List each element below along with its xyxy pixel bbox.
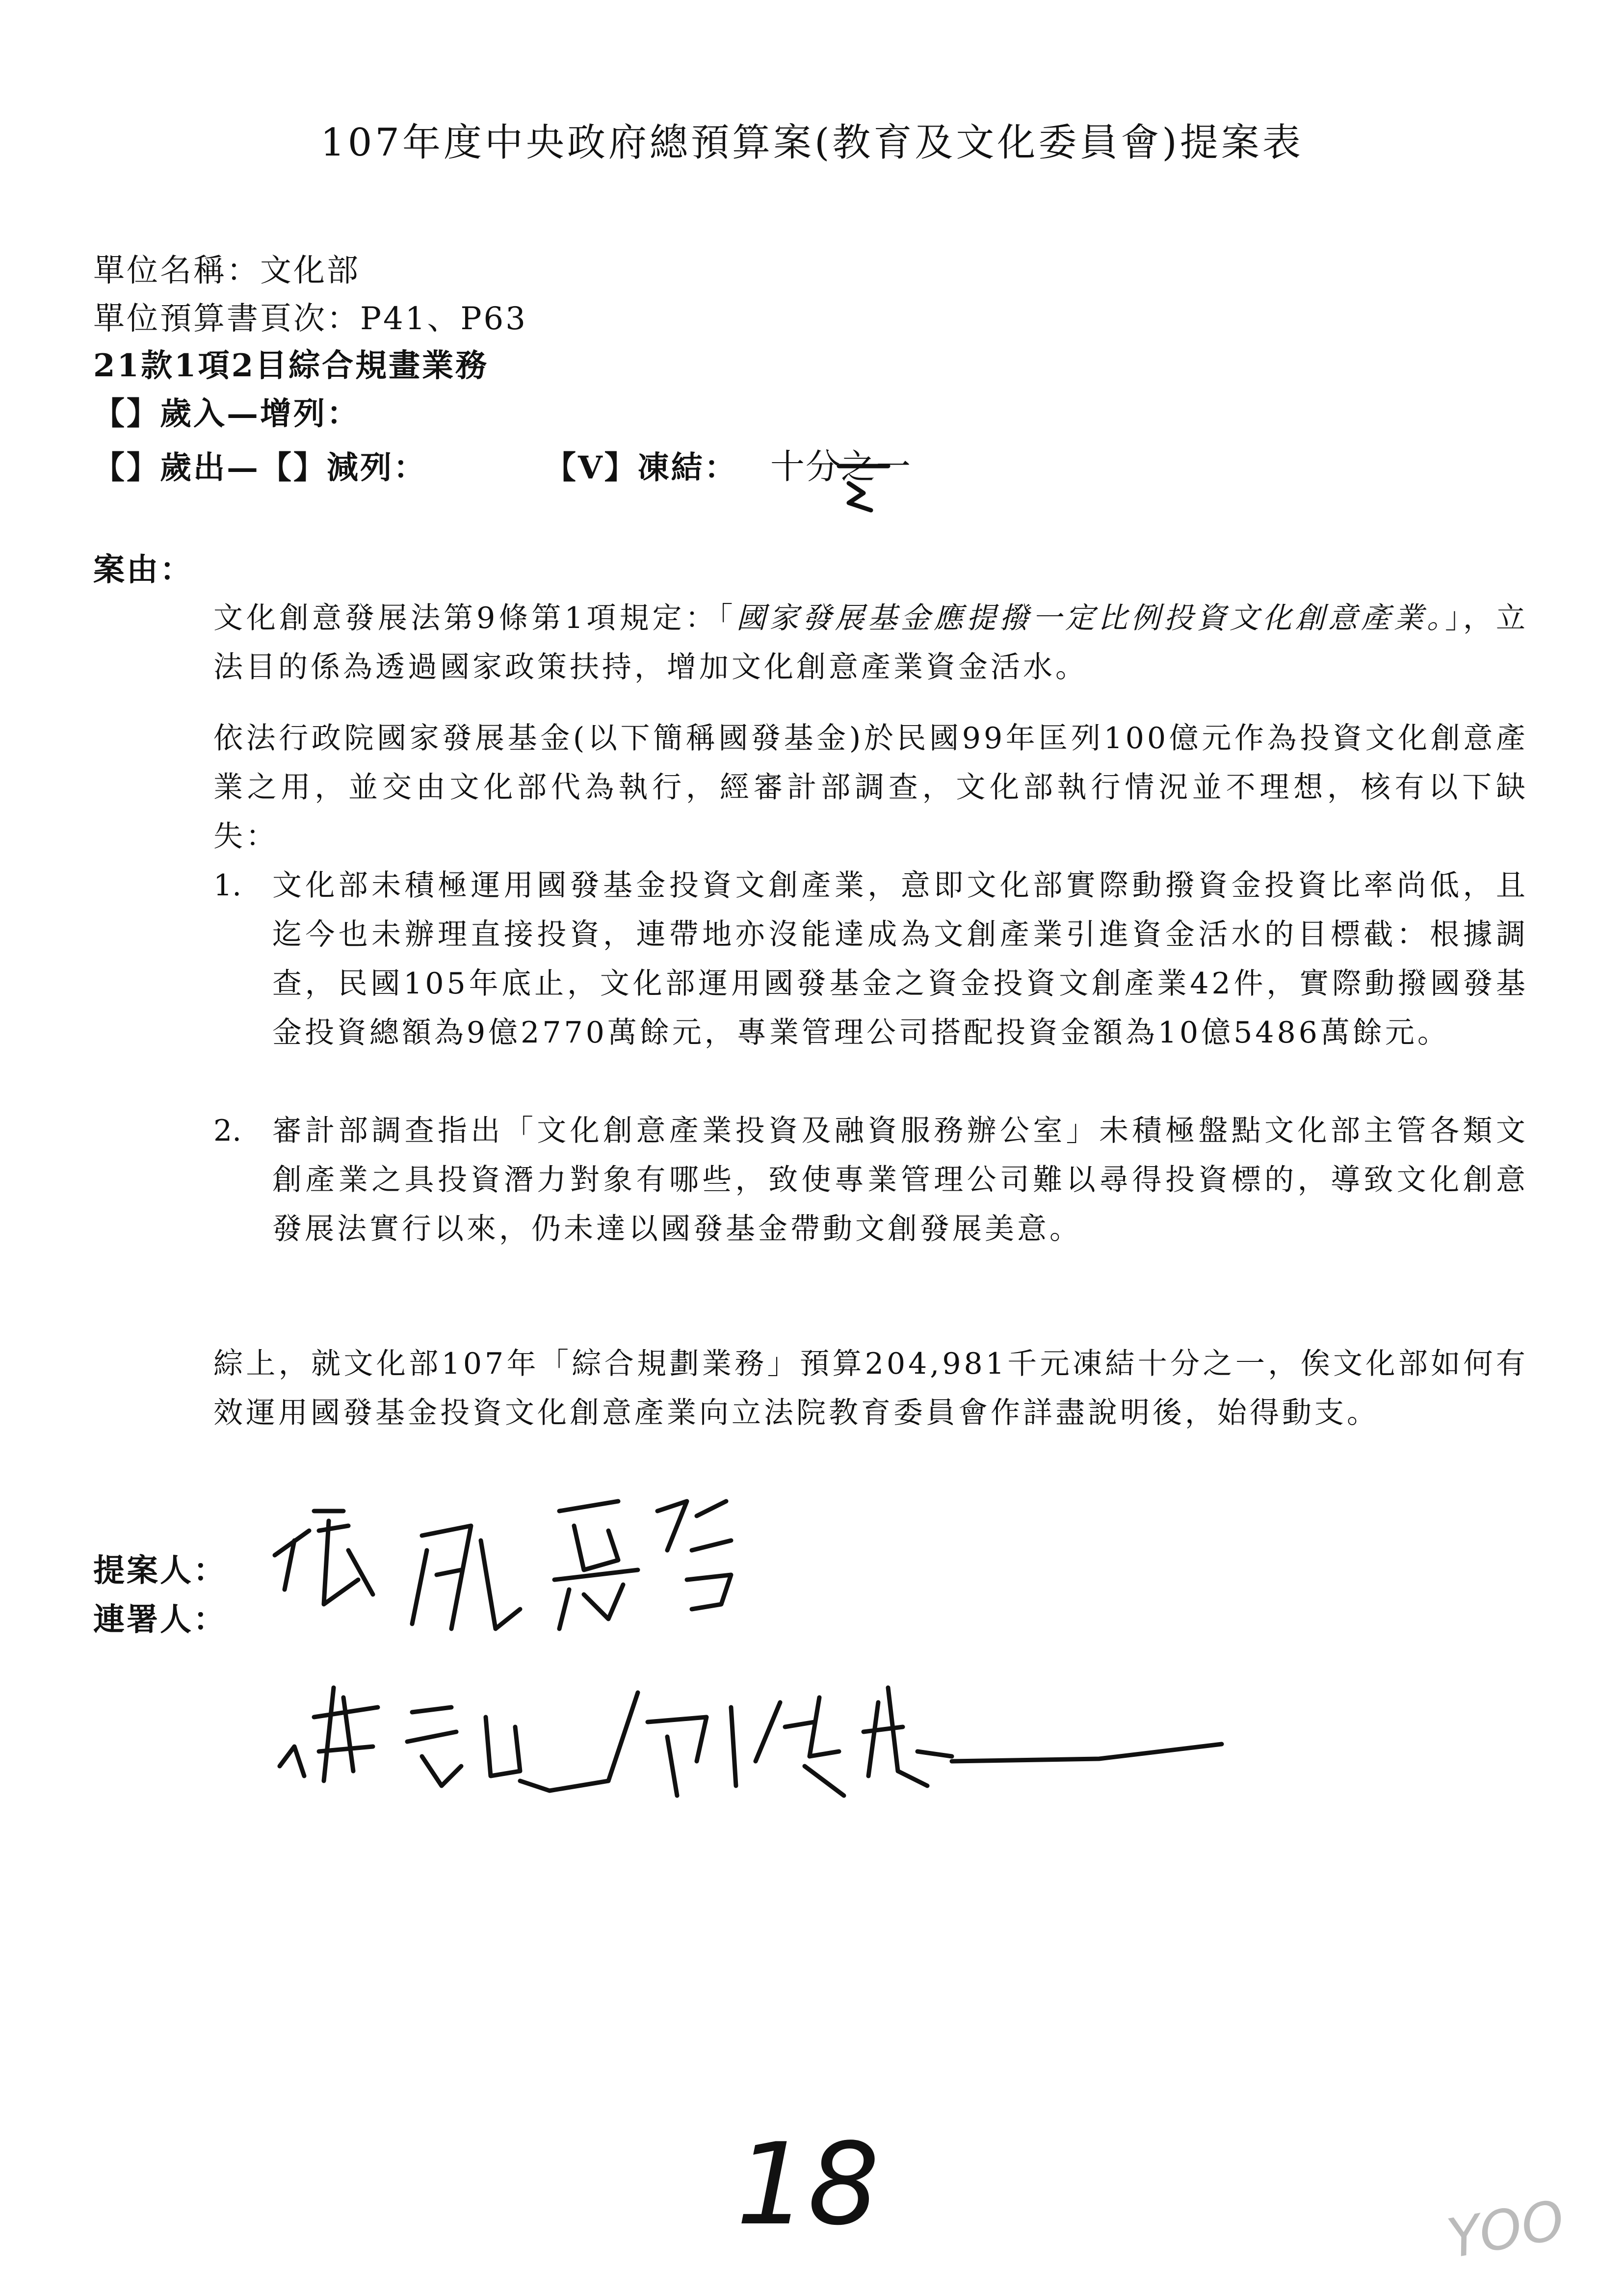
conclusion-paragraph: 綜上，就文化部107年「綜合規劃業務」預算204,981千元凍結十分之一，俟文化部如何有效運用國發基金投資文化創意產業向立法院教育委員會作詳盡說明後，始得動支。 [213, 1347, 1528, 1430]
page-number: 18 [736, 2119, 880, 2250]
revenue-line: 【】歲入—增列： [93, 395, 360, 432]
list-number-1: 1. [213, 868, 242, 903]
freeze-amount-text: 十分之一 [770, 446, 912, 487]
unit-name: 單位名稱：文化部 [93, 253, 360, 289]
expenditure-line: 【】歲出—【】減列： [93, 449, 427, 486]
paragraph-1 [213, 594, 1528, 692]
paragraph-2: 依法行政院國家發展基金(以下簡稱國發基金)於民國99年匡列100億元作為投資文化創意產業之用，並交由文化部代為執行，經審計部調查，文化部執行情況並不理想，核有以下缺失： [213, 721, 1528, 854]
handwriting-strokes [765, 432, 913, 530]
list-item-1: 文化部未積極運用國發基金投資文創產業，意即文化部實際動撥資金投資比率尚低，且迄今也未辦理直接投資，連帶地亦沒能達成為文創產業引進資金活水的目標截：根據調查，民國105年底止，文化部運用國發基金之資金投資文創產業42件，實際動撥國發基金投資總額為9億2770萬餘元，專業管理公司搭配投資金額為10億5486萬餘元。 [272, 868, 1528, 1050]
reason-label: 案由： [93, 551, 193, 588]
budget-item: 21款1項2目綜合規畫業務 [93, 347, 489, 384]
para1-part1: 文化創意發展法第9條第1項規定：「 [213, 601, 736, 635]
cosigner-signature [265, 1658, 1295, 1825]
list-item-2: 審計部調查指出「文化創意產業投資及融資服務辦公室」未積極盤點文化部主管各類文創產業之具投資潛力對象有哪些，致使專業管理公司難以尋得投資標的，導致文化創意發展法實行以來，仍未達以國發基金帶動文創發展美意。 [272, 1114, 1528, 1246]
corner-mark: YOO [1442, 2188, 1569, 2270]
list-number-2: 2. [213, 1114, 242, 1148]
page-title: 107年度中央政府總預算案(教育及文化委員會)提案表 [320, 121, 1304, 165]
proposer-label: 提案人： [93, 1552, 227, 1589]
budget-pages: 單位預算書頁次：P41、P63 [93, 301, 527, 337]
freeze-line: 【V】凍結： [545, 449, 738, 486]
para1-quote: 國家發展基金應提撥一定比例投資文化創意產業。 [736, 601, 1445, 635]
cosigner-label: 連署人： [93, 1601, 227, 1638]
proposer-signature [265, 1482, 805, 1688]
para1-part2: 」，立法目的係為透過國家政策扶持，增加文化創意產業資金活水。 [213, 601, 1528, 684]
